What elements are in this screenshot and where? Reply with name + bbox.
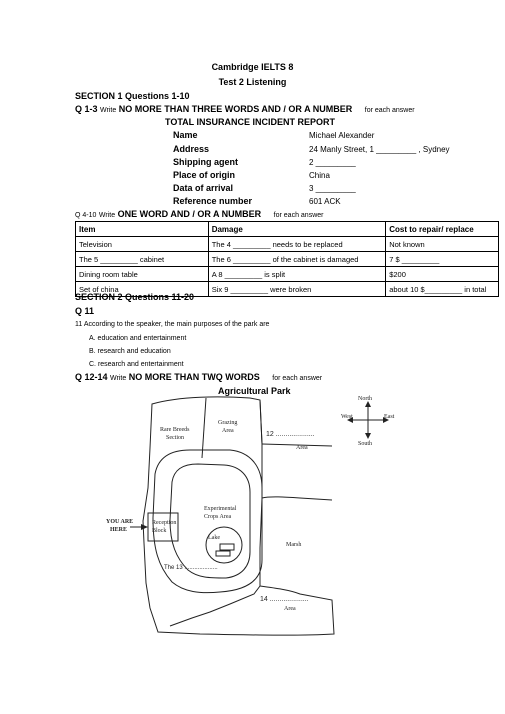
form-label-reference: Reference number <box>173 196 253 206</box>
reception-label-2: Block <box>152 528 167 534</box>
table-header-item: Item <box>76 222 209 237</box>
you-are-here-label-1: YOU ARE <box>106 519 134 525</box>
q12-14-instruction <box>75 372 322 382</box>
form-value-reference: 601 ACK <box>309 197 341 206</box>
q14-area-label: Area <box>284 606 296 612</box>
form-label-name: Name <box>173 130 198 140</box>
q1-3-instruction <box>75 104 415 114</box>
lake-feature-2 <box>216 551 230 556</box>
compass-north-label: North <box>358 396 372 402</box>
table-cell: Six 9 _________ were broken <box>208 282 386 297</box>
form-value-arrival: 3 _________ <box>309 184 356 193</box>
lake-label: Lake <box>208 535 220 541</box>
inner-track <box>170 464 250 578</box>
form-value-origin: China <box>309 171 330 180</box>
table-cell: The 4 _________ needs to be replaced <box>208 237 386 252</box>
table-header-damage: Damage <box>208 222 386 237</box>
experimental-label-2: Crops Area <box>204 514 232 520</box>
form-label-address: Address <box>173 144 210 154</box>
option-c: C. research and entertainment <box>89 361 184 368</box>
form-value-name: Michael Alexander <box>309 131 375 140</box>
park-map <box>100 388 400 640</box>
form-value-address: 24 Manly Street, 1 _________ , Sydney <box>309 145 450 154</box>
marsh-label: Marsh <box>286 542 302 548</box>
damage-table <box>75 221 499 297</box>
divider-rare-grazing <box>202 398 206 458</box>
reception-label-1: Reception <box>152 520 177 526</box>
q4-10-instruction <box>75 209 323 219</box>
q4-10-write: Write <box>98 212 116 219</box>
rare-breeds-label-2: Section <box>166 435 184 441</box>
table-row <box>76 267 499 282</box>
grazing-label-2: Area <box>222 428 234 434</box>
section2-heading: SECTION 2 Questions 11-20 <box>75 292 195 302</box>
q4-10-suffix: for each answer <box>273 212 324 219</box>
compass-south-label: South <box>358 441 373 447</box>
experimental-label-1: Experimental <box>204 506 237 512</box>
grazing-label-1: Grazing <box>218 420 238 426</box>
form-label-origin: Place of origin <box>173 170 236 180</box>
table-header-row <box>76 222 499 237</box>
q12-14-write: Write <box>110 375 127 382</box>
divider-grazing-12 <box>260 400 262 444</box>
you-are-here-arrow <box>141 524 148 530</box>
q1-3-rule: NO MORE THAN THREE WORDS AND / OR A NUMBER <box>118 104 353 114</box>
q13-label: The 13 .................... <box>164 565 218 571</box>
table-cell: The 6 _________ of the cabinet is damaged <box>208 252 386 267</box>
q1-3-suffix: for each answer <box>364 107 415 114</box>
q4-10-rule: ONE WORD AND / OR A NUMBER <box>117 209 262 219</box>
you-are-here-label-2: HERE <box>110 527 128 533</box>
form-value-shipping: 2 _________ <box>309 158 356 167</box>
q11-label: Q 11 <box>75 306 95 316</box>
q4-10-label: Q 4-10 <box>75 212 97 219</box>
table-row <box>76 237 499 252</box>
section1-heading: SECTION 1 Questions 1-10 <box>75 91 190 101</box>
table-cell: A 8 _________ is split <box>208 267 386 282</box>
doc-subtitle: Test 2 Listening <box>218 77 287 87</box>
compass-cross <box>350 404 386 436</box>
doc-title: Cambridge IELTS 8 <box>211 62 294 72</box>
form-title: TOTAL INSURANCE INCIDENT REPORT <box>165 117 336 127</box>
table-row <box>76 252 499 267</box>
table-cell: $200 <box>386 267 499 282</box>
option-a: A. education and entertainment <box>89 335 187 342</box>
table-cell: Television <box>76 237 209 252</box>
form-label-arrival: Data of arrival <box>173 183 234 193</box>
table-header-cost: Cost to repair/ replace <box>386 222 499 237</box>
table-cell: 7 $ _________ <box>386 252 499 267</box>
q12-14-label: Q 12-14 <box>75 372 108 382</box>
rare-breeds-label-1: Rare Breeds <box>160 427 190 433</box>
form-label-shipping: Shipping agent <box>173 157 238 167</box>
lake-circle <box>206 527 242 563</box>
table-cell: about 10 $_________ in total <box>386 282 499 297</box>
q1-3-label: Q 1-3 <box>75 104 98 114</box>
table-cell: Not known <box>386 237 499 252</box>
compass-west-label: West <box>341 414 353 420</box>
q12-area-label: Area <box>296 445 308 451</box>
compass-east-label: East <box>384 414 395 420</box>
map-title: Agricultural Park <box>218 386 291 396</box>
table-cell: The 5 _________ cabinet <box>76 252 209 267</box>
reception-block <box>148 513 178 541</box>
q12-14-suffix: for each answer <box>272 375 323 382</box>
marsh-top-line <box>262 497 332 500</box>
q11-text: 11 According to the speaker, the main purposes of the park are <box>75 321 270 328</box>
table-cell: Set of china <box>76 282 209 297</box>
q14-label: 14 .................... <box>260 596 309 603</box>
table-cell: Dining room table <box>76 267 209 282</box>
q1-3-write: Write <box>100 107 117 114</box>
q12-label: 12 .................... <box>266 431 315 438</box>
lake-feature-1 <box>220 544 234 550</box>
q12-14-rule: NO MORE THAN TWQ WORDS <box>128 372 260 382</box>
compass-arrow-south <box>365 433 371 439</box>
option-b: B. research and education <box>89 348 171 355</box>
